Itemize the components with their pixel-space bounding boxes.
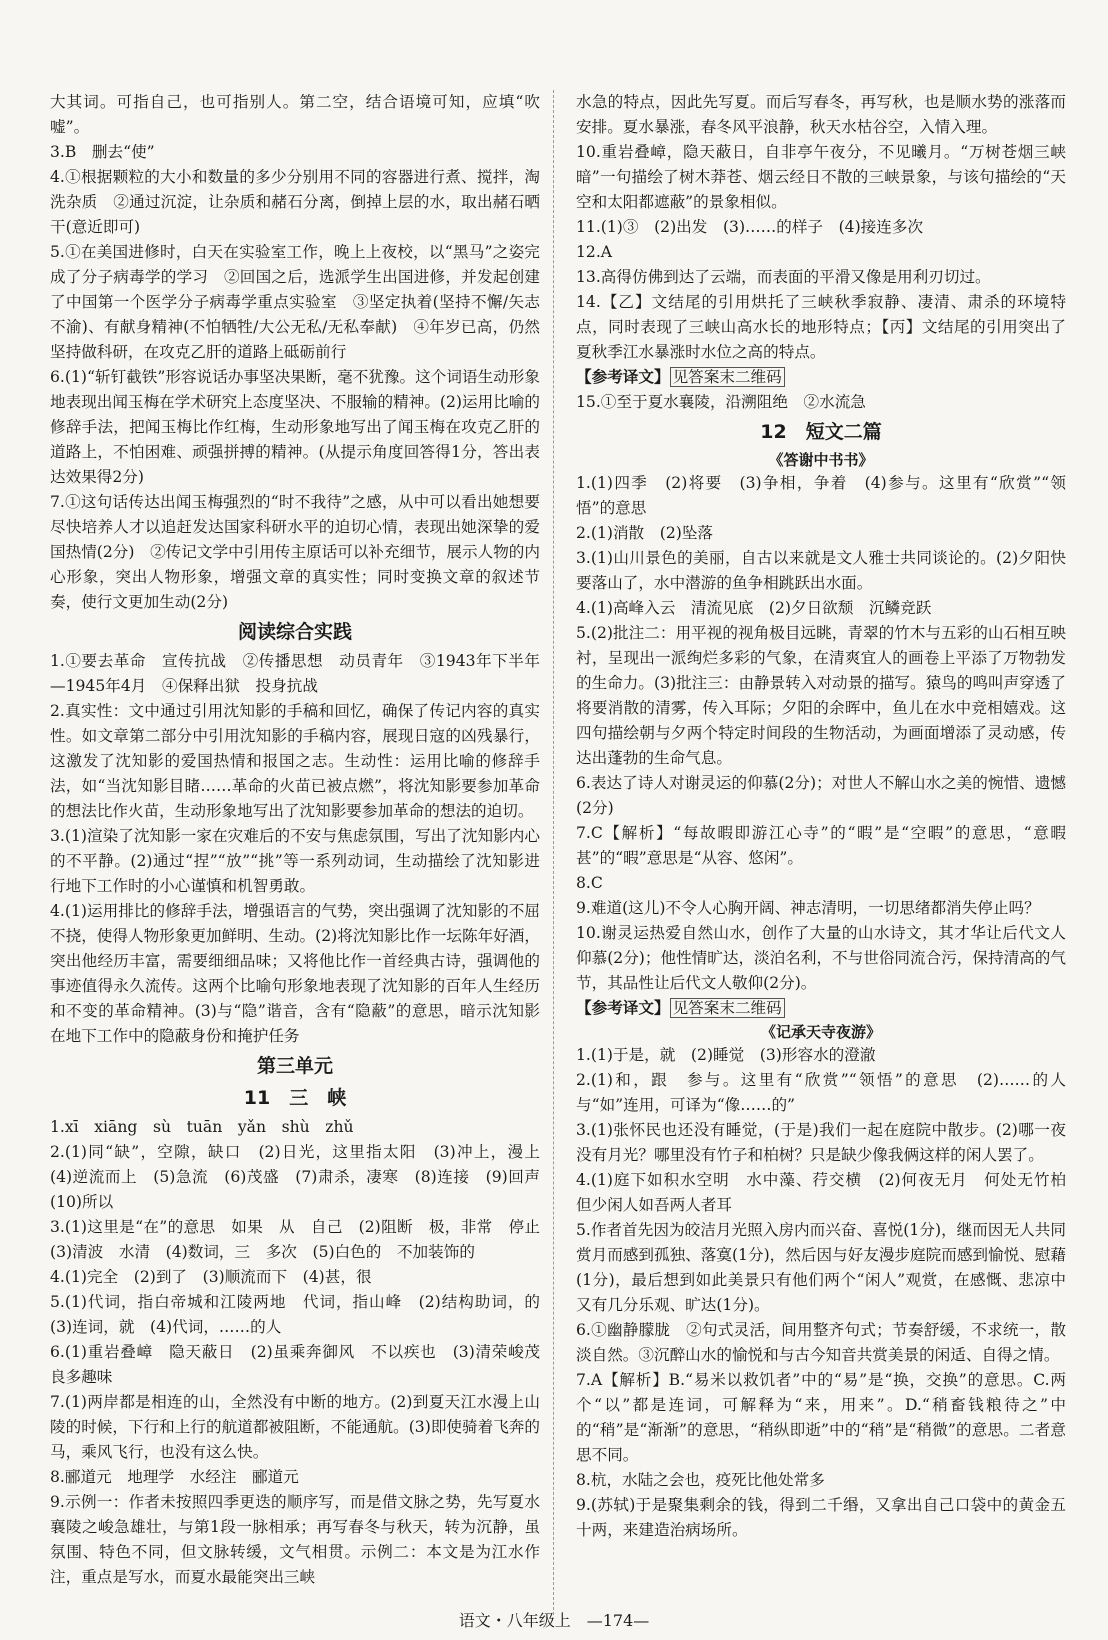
answer-paragraph: 15.①至于夏水襄陵，沿溯阻绝 ②水流急 xyxy=(576,393,866,411)
answer-paragraph: 3.(1)山川景色的美丽，自古以来就是文人雅士共同谈论的。(2)夕阳快要落山了，水中潜游的鱼争相跳跃出水面。 xyxy=(576,549,1066,592)
answer-paragraph: 2.(1)和，跟 参与。这里有“欣赏”“领悟”的意思 (2)……的人 与“如”连用，可译为“像……的” xyxy=(576,1071,1082,1114)
answer-paragraph: 7.A【解析】B.“易米以救饥者”中的“易”是“换，交换”的意思。C.两个“以”都是连词，可解释为“来，用来”。D.“稍畜钱粮待之”中的“稍”是“渐渐”的意思，“稍纵即逝”中的“稍”是“稍微”的意思。二者意思不同。 xyxy=(576,1371,1066,1464)
right-column xyxy=(576,90,1082,1610)
answer-paragraph: 4.①根据颗粒的大小和数量的多少分别用不同的容器进行煮、搅拌，淘洗杂质 ②通过沉淀，让杂质和赭石分离，倒掉上层的水，取出赭石晒干(意近即可) xyxy=(50,168,540,236)
answer-paragraph: 水急的特点，因此先写夏。而后写春冬，再写秋，也是顺水势的涨落而安排。夏水暴涨，春冬风平浪静，秋天水枯谷空，入情入理。 xyxy=(576,93,1066,136)
answer-paragraph: 9.示例一：作者未按照四季更迭的顺序写，而是借文脉之势，先写夏水襄陵之峻急雄壮，与第1段一脉相承；再写春冬与秋天，转为沉静，虽氛围、特色不同，但文脉转缓，文气相贯。示例二：本文是为江水作注，重点是写水，而夏水最能突出三峡 xyxy=(50,1493,540,1586)
answer-paragraph: 7.C【解析】“每故暇即游江心寺”的“暇”是“空暇”的意思，“意暇甚”的“暇”意思是“从容、悠闲”。 xyxy=(576,824,1066,867)
reference-translation-note xyxy=(576,996,1066,1021)
subsection-title: 《答谢中书书》 xyxy=(768,451,874,469)
section-heading: 11 三 峡 xyxy=(243,1087,347,1109)
left-column xyxy=(50,90,556,1610)
answer-paragraph: 11.(1)③ (2)出发 (3)……的样子 (4)接连多次 xyxy=(576,218,924,236)
answer-paragraph: 1.(1)于是，就 (2)睡觉 (3)形容水的澄澈 xyxy=(576,1046,876,1064)
answer-paragraph: 5.作者首先因为皎洁月光照入房内而兴奋、喜悦(1分)，继而因无人共同赏月而感到孤独、落寞(1分)，然后因与好友漫步庭院而感到愉悦、慰藉(1分)，最后想到如此美景只有他们两个“闲人”观赏，在感慨、悲凉中又有几分乐观、旷达(1分)。 xyxy=(576,1221,1066,1314)
answer-paragraph: 2.(1)同“缺”，空隙，缺口 (2)日光，这里指太阳 (3)冲上，漫上 (4)逆流而上 (5)急流 (6)茂盛 (7)肃杀，凄寒 (8)连接 (9)回声 (10)所以 xyxy=(50,1143,556,1211)
answer-paragraph: 8.郦道元 地理学 水经注 郦道元 xyxy=(50,1468,299,1486)
answer-paragraph: 13.高得仿佛到达了云端，而表面的平滑又像是用利刃切过。 xyxy=(576,268,991,286)
answer-paragraph: 14.【乙】文结尾的引用烘托了三峡秋季寂静、凄清、肃杀的环境特点，同时表现了三峡山高水长的地形特点；【丙】文结尾的引用突出了夏秋季江水暴涨时水位之高的特点。 xyxy=(576,293,1066,361)
answer-paragraph: 5.(1)代词，指白帝城和江陵两地 代词，指山峰 (2)结构助词，的 (3)连词，就 (4)代词，……的人 xyxy=(50,1293,556,1336)
answer-paragraph: 3.(1)这里是“在”的意思 如果 从 自己 (2)阻断 极，非常 停止 (3)清波 水清 (4)数词，三 多次 (5)白色的 不加装饰的 xyxy=(50,1218,556,1261)
answer-paragraph: 5.(2)批注二：用平视的视角极目远眺，青翠的竹木与五彩的山石相互映衬，呈现出一派绚烂多彩的气象，在清爽宜人的画卷上平添了万物勃发的生命力。(3)批注三：由静景转入对动景的描写。猿鸟的鸣叫声穿透了将要消散的清雾，传入耳际；夕阳的余晖中，鱼儿在水中竞相嬉戏。这四句描绘朝与夕两个特定时间段的生物活动，为画面增添了灵动感，传达出蓬勃的生命气息。 xyxy=(576,624,1066,767)
answer-paragraph: 7.①这句话传达出闻玉梅强烈的“时不我待”之感，从中可以看出她想要尽快培养人才以追赶发达国家科研水平的迫切心情，表现出她深挚的爱国热情(2分) ②传记文学中引用传主原话可以补充细节，展示人物的内心形象，突出人物形象，增强文章的真实性；同时变换文章的叙述节奏，使行文更加生动(2分) xyxy=(50,493,540,611)
answer-paragraph: 大其词。可指自己，也可指别人。第二空，结合语境可知，应填“吹嘘”。 xyxy=(50,93,540,136)
answer-paragraph: 6.(1)重岩叠嶂 隐天蔽日 (2)虽乘奔御风 不以疾也 (3)清荣峻茂 良多趣味 xyxy=(50,1343,556,1386)
answer-paragraph: 6.①幽静朦胧 ②句式灵活，间用整齐句式；节奏舒缓，不求统一，散淡自然。③沉醉山水的愉悦和与古今知音共赏美景的闲适、自得之情。 xyxy=(576,1321,1066,1364)
subsection-title: 《记承天寺夜游》 xyxy=(760,1023,881,1041)
answer-paragraph: 1.①要去革命 宣传抗战 ②传播思想 动员青年 ③1943年下半年—1945年4月 ④保释出狱 投身抗战 xyxy=(50,652,540,695)
answer-paragraph: 5.①在美国进修时，白天在实验室工作，晚上上夜校，以“黑马”之姿完成了分子病毒学的学习 ②回国之后，选派学生出国进修，并发起创建了中国第一个医学分子病毒学重点实验室 ③坚定执着(坚持不懈/矢志不渝)、有献身精神(不怕牺牲/大公无私/无私奉献) ④年岁已高，仍然坚持做科研，在攻克乙肝的道路上砥砺前行 xyxy=(50,243,540,361)
reference-translation-note xyxy=(576,365,1066,390)
answer-paragraph: 6.(1)“斩钉截铁”形容说话办事坚决果断，毫不犹豫。这个词语生动形象地表现出闻玉梅在学术研究上态度坚决、不服输的精神。(2)运用比喻的修辞手法，把闻玉梅比作红梅，生动形象地写出了闻玉梅在攻克乙肝的道路上，不怕困难、顽强拼搏的精神。(从提示角度回答得1分，答出表达效果得2分) xyxy=(50,368,540,486)
answer-paragraph: 3.(1)渲染了沈知影一家在灾难后的不安与焦虑氛围，写出了沈知影内心的不平静。(2)通过“捏”“放”“挑”等一系列动词，生动描绘了沈知影进行地下工作时的小心谨慎和机智勇敢。 xyxy=(50,827,540,895)
section-heading: 阅读综合实践 xyxy=(237,621,352,643)
answer-paragraph: 4.(1)运用排比的修辞手法，增强语言的气势，突出强调了沈知影的不屈不挠，使得人物形象更加鲜明、生动。(2)将沈知影比作一坛陈年好酒，突出他经历丰富，需要细细品味；又将他比作一首经典古诗，强调他的事迹值得永久流传。这两个比喻句形象地表现了沈知影的百年人生经历和不变的革命精神。(3)与“隐”谐音，含有“隐蔽”的意思，暗示沈知影在地下工作中的隐蔽身份和掩护任务 xyxy=(50,902,540,1045)
answer-paragraph: 3.B 删去“使” xyxy=(50,143,155,161)
answer-page xyxy=(50,90,1082,1610)
answer-paragraph: 1.(1)四季 (2)将要 (3)争相，争着 (4)参与。这里有“欣赏”“领悟”的意思 xyxy=(576,474,1066,517)
answer-paragraph: 2.真实性：文中通过引用沈知影的手稿和回忆，确保了传记内容的真实性。如文章第二部分中引用沈知影的手稿内容，展现日寇的凶残暴行，这激发了沈知影的爱国热情和报国之志。生动性：运用比喻的修辞手法，如“当沈知影目睹……革命的火苗已被点燃”，将沈知影要参加革命的想法比作火苗，生动形象地写出了沈知影要参加革命的想法的迫切。 xyxy=(50,702,540,820)
answer-paragraph: 2.(1)消散 (2)坠落 xyxy=(576,524,714,542)
answer-paragraph: 10.重岩叠嶂，隐天蔽日，自非亭午夜分，不见曦月。“万树苍烟三峡暗”一句描绘了树木莽苍、烟云经日不散的三峡景象，与该句描绘的“天空和太阳都遮蔽”的景象相似。 xyxy=(576,143,1066,211)
qr-note: 见答案末二维码 xyxy=(670,367,785,387)
answer-paragraph: 4.(1)庭下如积水空明 水中藻、荇交横 (2)何夜无月 何处无竹柏 但少闲人如吾两人者耳 xyxy=(576,1171,1082,1214)
qr-note: 见答案末二维码 xyxy=(670,998,785,1018)
answer-paragraph: 9.难道(这儿)不令人心胸开阔、神志清明，一切思绪都消失停止吗？ xyxy=(576,899,1040,917)
page-footer: 语文・八年级上 —174— xyxy=(458,1611,650,1630)
answer-paragraph: 6.表达了诗人对谢灵运的仰慕(2分)；对世人不解山水之美的惋惜、遗憾(2分) xyxy=(576,774,1066,817)
answer-paragraph: 8.杭，水陆之会也，疫死比他处常多 xyxy=(576,1471,825,1489)
answer-paragraph: 12.A xyxy=(576,243,613,261)
section-heading: 12 短文二篇 xyxy=(760,421,882,443)
answer-paragraph: 7.(1)两岸都是相连的山，全然没有中断的地方。(2)到夏天江水漫上山陵的时候，下行和上行的航道都被阻断，不能通航。(3)即使骑着飞奔的马，乘风飞行，也没有这么快。 xyxy=(50,1393,540,1461)
answer-paragraph: 10.谢灵运热爱自然山水，创作了大量的山水诗文，其才华让后代文人仰慕(2分)；他性情旷达，淡泊名利，不与世俗同流合污，保持清高的气节，其品性让后代文人敬仰(2分)。 xyxy=(576,924,1066,992)
answer-paragraph: 9.(苏轼)于是聚集剩余的钱，得到二千缗，又拿出自己口袋中的黄金五十两，来建造治病场所。 xyxy=(576,1496,1066,1539)
section-heading: 第三单元 xyxy=(256,1055,333,1077)
answer-paragraph: 4.(1)高峰入云 清流见底 (2)夕日欲颓 沉鳞竞跃 xyxy=(576,599,932,617)
answer-paragraph: 1.xī xiāng sù tuān yǎn shù zhǔ xyxy=(50,1118,354,1136)
answer-paragraph: 4.(1)完全 (2)到了 (3)顺流而下 (4)甚，很 xyxy=(50,1268,372,1286)
answer-paragraph: 3.(1)张怀民也还没有睡觉，(于是)我们一起在庭院中散步。(2)哪一夜没有月光？哪里没有竹子和柏树？只是缺少像我俩这样的闲人罢了。 xyxy=(576,1121,1066,1164)
reference-label: 【参考译文】 xyxy=(576,368,670,386)
answer-paragraph: 8.C xyxy=(576,874,603,892)
reference-label: 【参考译文】 xyxy=(576,999,670,1017)
